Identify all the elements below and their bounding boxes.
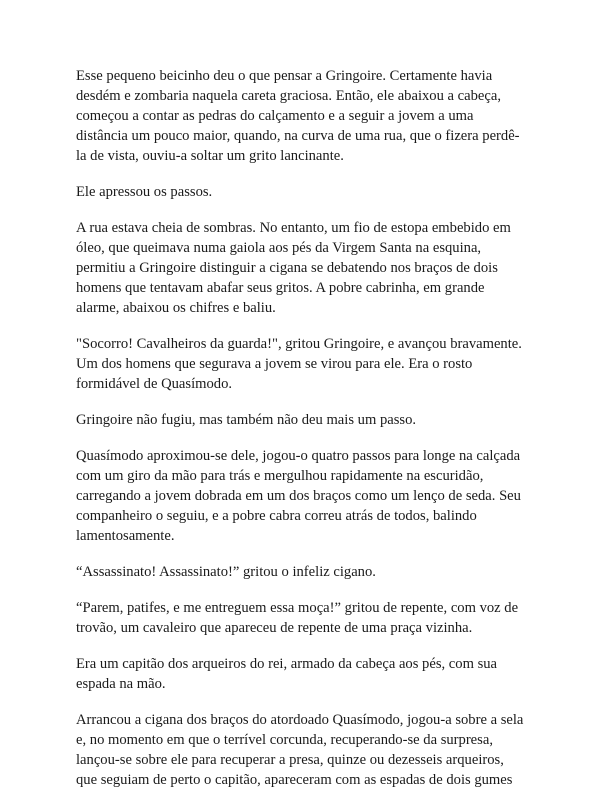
paragraph-2: Ele apressou os passos. [76,184,213,200]
paragraph-3: A rua estava cheia de sombras. No entanto, um fio de estopa embebido em óleo, que queimava numa gaiola aos pés da Virgem Santa na esquina, permitiu a Gringoire distinguir a cigana se debatendo nos braços de dois homens que tentavam abafar seus gritos. A pobre cabrinha, em grande alarme, abaixou os chifres e baliu. [76,220,511,316]
paragraph-4: "Socorro! Cavalheiros da guarda!", gritou Gringoire, e avançou bravamente. Um dos homens que segurava a jovem se virou para ele. Era o rosto formidável de Quasímodo. [76,336,522,392]
paragraph-1: Esse pequeno beicinho deu o que pensar a Gringoire. Certamente havia desdém e zombaria naquela careta graciosa. Então, ele abaixou a cabeça, começou a contar as pedras do calçamento e a seguir a jovem a uma distância um pouco maior, quando, na curva de uma rua, que o fizera perdê-la de vista, ouviu-a soltar um grito lancinante. [76,68,520,164]
paragraph-9: Era um capitão dos arqueiros do rei, armado da cabeça aos pés, com sua espada na mão. [76,656,498,692]
paragraph-6: Quasímodo aproximou-se dele, jogou-o quatro passos para longe na calçada com um giro da mão para trás e mergulhou rapidamente na escuridão, carregando a jovem dobrada em um dos braços como um lenço de seda. Seu companheiro o seguiu, e a pobre cabra correu atrás de todos, balindo lamentosamente. [76,448,521,544]
paragraph-5: Gringoire não fugiu, mas também não deu mais um passo. [76,412,417,428]
paragraph-10: Arrancou a cigana dos braços do atordoado Quasímodo, jogou-a sobre a sela e, no momento em que o terrível corcunda, recuperando-se da surpresa, lançou-se sobre ele para recuperar a presa, quinze ou dezesseis arqueiros, que seguiam de perto o capitão, apareceram com as espadas de dois gumes [76,712,524,788]
paragraph-8: “Parem, patifes, e me entreguem essa moça!” gritou de repente, com voz de trovão, um cavaleiro que apareceu de repente de uma praça vizinha. [76,600,519,636]
paragraph-7: “Assassinato! Assassinato!” gritou o infeliz cigano. [76,564,376,580]
body-text [76,66,526,806]
